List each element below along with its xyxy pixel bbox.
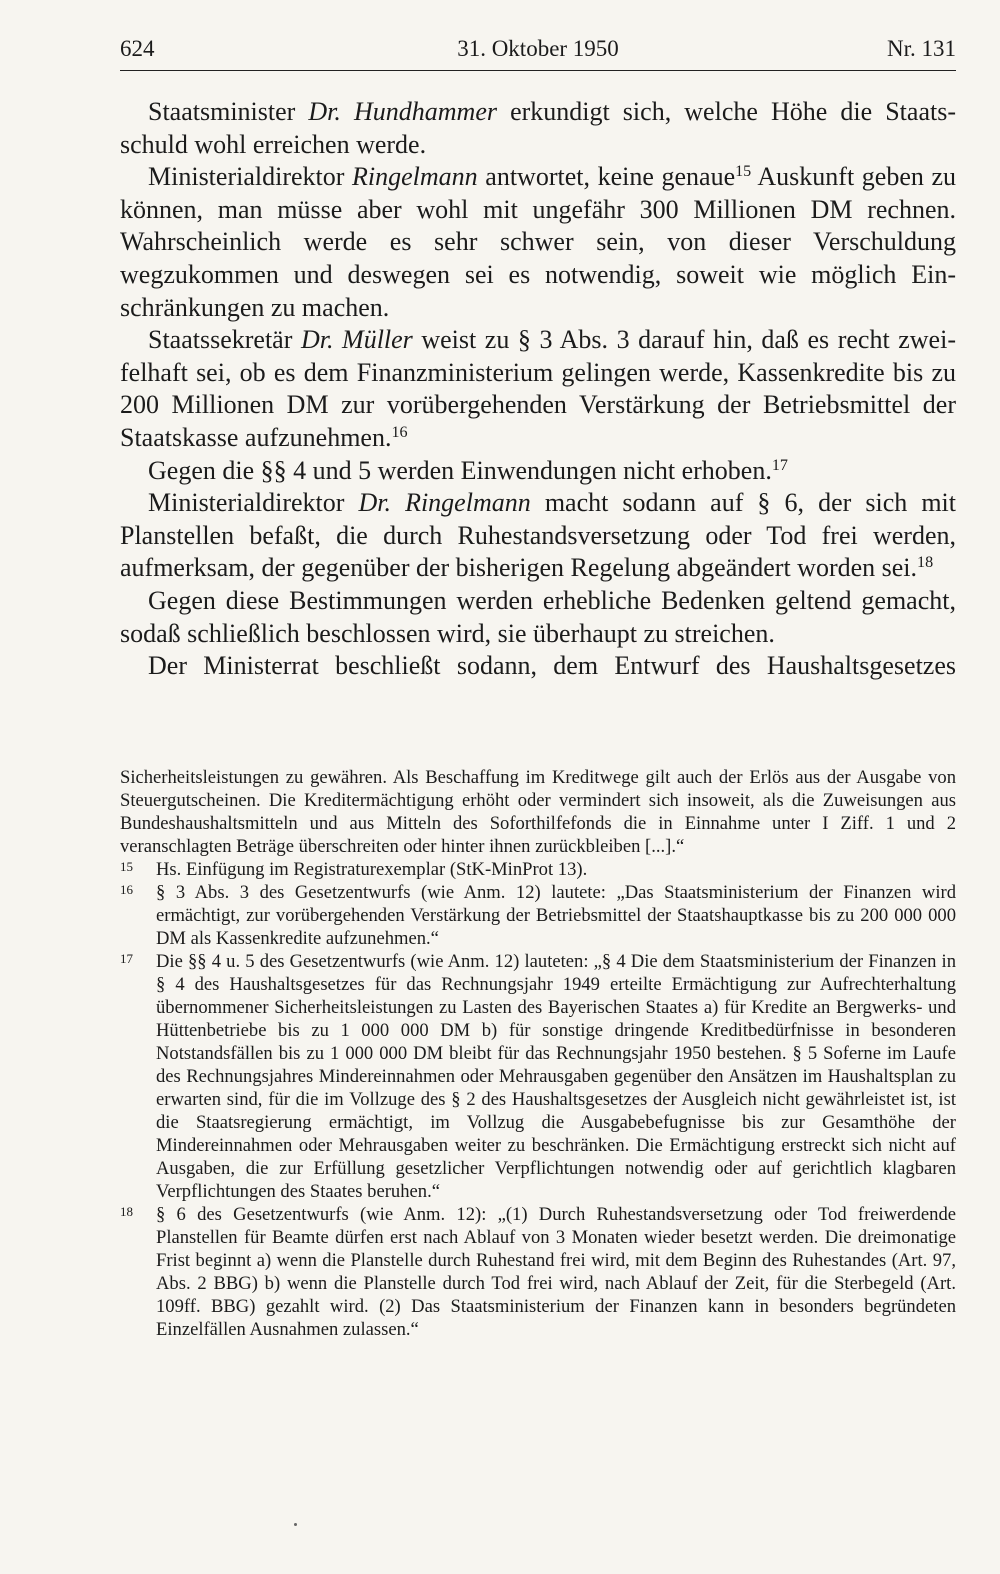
speaker-name: Ringelmann	[352, 162, 478, 192]
paragraph	[120, 161, 956, 324]
footnote-text: § 6 des Gesetzentwurfs (wie Anm. 12): „(1) Durch Ruhestandsversetzung oder Tod freiwerdende Planstellen für Beamte dürfen erst nach Ablauf von 3 Monaten wieder besetzt werden. Die dreimonatige Frist beginnt a) wenn die Planstelle durch Ruhestand frei wird, mit dem Beginn des Ruhestandes (Art. 97, Abs. 2 BBG) b) wenn die Planstelle durch Tod frei wird, nach Ablauf der Zeit, für die Sterbegeld (Art. 109ff. BBG) gezahlt wird. (2) Das Staatsministerium der Finanzen kann in besonders begründeten Einzelfällen Ausnahmen zulassen.“	[156, 1204, 956, 1340]
speaker-name: Dr. Hundhammer	[308, 97, 497, 126]
footnote-number: 17	[120, 951, 133, 966]
text: Auskunft geben zu können, man müsse aber wohl mit ungefähr 300 Millionen DM rechnen. Wahrscheinlich werde es sehr schwer sein, von dieser Verschuldung wegzukommen und deswegen sei es notwendig, soweit wie möglich Einschränkungen zu machen.	[120, 162, 957, 322]
header-date: 31. Oktober 1950	[457, 36, 619, 61]
page-number: 624	[120, 36, 155, 61]
text: Ministerialdirektor	[148, 488, 359, 518]
footnote-text: Die §§ 4 u. 5 des Gesetzentwurfs (wie Anm. 12) lauteten: „§ 4 Die dem Staatsministerium der Finanzen in § 4 des Haushaltsgesetzes für das Rechnungsjahr 1949 erteilte Ermächtigung zur Aufrechterhaltung übernommener Sicherheitsleistungen zu Lasten des Bayerischen Staates a) für Kredite an Bergwerks- und Hüttenbetriebe bis zu 1 000 000 DM b) für sonstige dringende Kreditbedürfnisse in besonderen Notstandsfällen bis zu 1 000 000 DM bleibt für das Rechnungsjahr 1950 bestehen. § 5 Soferne im Laufe des Rechnungsjahres Mindereinnahmen oder Mehrausgaben gegenüber den Ansätzen im Haushaltsplan zu erwarten sind, für die im Vollzuge des § 2 des Haushaltsgesetzes der Ausgleich nicht gewährleistet ist, ist die Staatsregierung ermächtigt, im Vollzug die Ausgabebefugnisse bis zur Gesamthöhe der Mindereinnahmen oder Mehrausgaben weiter zu beschränken. Die Ermächtigung erstreckt sich nicht auf Ausgaben, die zur Erfüllung gesetzlicher Verpflichtungen notwendig oder auf gerichtlich klagbaren Verpflichtungen des Staates beruhen.“	[156, 951, 956, 1202]
text: Ministerialdirektor	[148, 162, 353, 192]
footnotes	[120, 766, 956, 1341]
footnote	[120, 881, 956, 950]
footnote-ref: 17	[771, 456, 788, 474]
text: antwortet, keine genaue	[477, 162, 736, 192]
footnote-text: Hs. Einfügung im Registraturexemplar (StK-MinProt 13).	[156, 859, 588, 880]
footnote-number: 15	[120, 859, 133, 874]
paragraph	[120, 455, 956, 488]
text: Der Ministerrat beschließt sodann, dem Entwurf des Haushaltsgesetzes	[148, 651, 956, 681]
text: macht sodann auf § 6, der sich mit Planstellen befaßt, die durch Ruhestandsversetzung oder Tod frei werden, aufmerksam, der gegenüber der bisherigen Regelung abgeändert worden sei.	[120, 488, 956, 583]
paragraph	[120, 487, 956, 585]
text: Staatsminister	[148, 97, 309, 126]
footnote-continuation: Sicherheitsleistungen zu gewähren. Als Beschaffung im Kreditwege gilt auch der Erlös aus der Ausgabe von Steuergutscheinen. Die Kreditermächtigung erhöht oder vermindert sich insoweit, als die Zuweisungen aus Bundeshaushaltsmitteln und aus Mitteln des Soforthilfefonds die in Einnahme unter I Ziff. 1 und 2 veranschlagten Beträge überschreiten oder hinter ihnen zurückbleiben [...].“	[120, 767, 956, 857]
text: Staatssekretär	[148, 325, 301, 355]
footnote-ref: 18	[917, 554, 934, 572]
footnote	[120, 858, 956, 881]
speaker-name: Dr. Müller	[300, 325, 413, 355]
text: erkundigt sich, welche Höhe die Staatsschuld wohl erreichen werde.	[120, 97, 956, 159]
footnote	[120, 1203, 956, 1341]
running-header	[120, 34, 956, 71]
print-speck	[294, 1523, 297, 1526]
footnote-number: 16	[120, 882, 133, 897]
paragraph	[120, 324, 956, 454]
footnote-text: § 3 Abs. 3 des Gesetzentwurfs (wie Anm. 12) lautete: „Das Staatsministerium der Finanzen wird ermächtigt, zur vorübergehenden Verstärkung der Betriebsmittel der Staatshauptkasse bis zu 200 000 000 DM als Kassenkredite aufzunehmen.“	[156, 882, 956, 949]
footnote-ref: 15	[735, 163, 752, 181]
text: Gegen diese Bestimmungen werden erhebliche Bedenken geltend gemacht, sodaß schließlich beschlossen wird, sie überhaupt zu streichen.	[120, 585, 956, 648]
body-text	[120, 96, 956, 683]
footnote-number: 18	[120, 1204, 133, 1219]
paragraph	[120, 650, 956, 683]
speaker-name: Dr. Ringelmann	[358, 488, 531, 518]
text: weist zu § 3 Abs. 3 darauf hin, daß es recht zweifelhaft sei, ob es dem Finanzministerium gelingen werde, Kassenkredite bis zu 200 Millionen DM zur vorübergehenden Verstärkung der Betriebsmittel der Staatskasse aufzunehmen.	[120, 325, 956, 452]
issue-number: Nr. 131	[887, 36, 956, 61]
text: Gegen die §§ 4 und 5 werden Einwendungen nicht erhoben.	[148, 455, 772, 485]
paragraph	[120, 585, 956, 650]
footnote-ref: 16	[391, 424, 408, 442]
paragraph	[120, 96, 956, 161]
footnote	[120, 950, 956, 1203]
